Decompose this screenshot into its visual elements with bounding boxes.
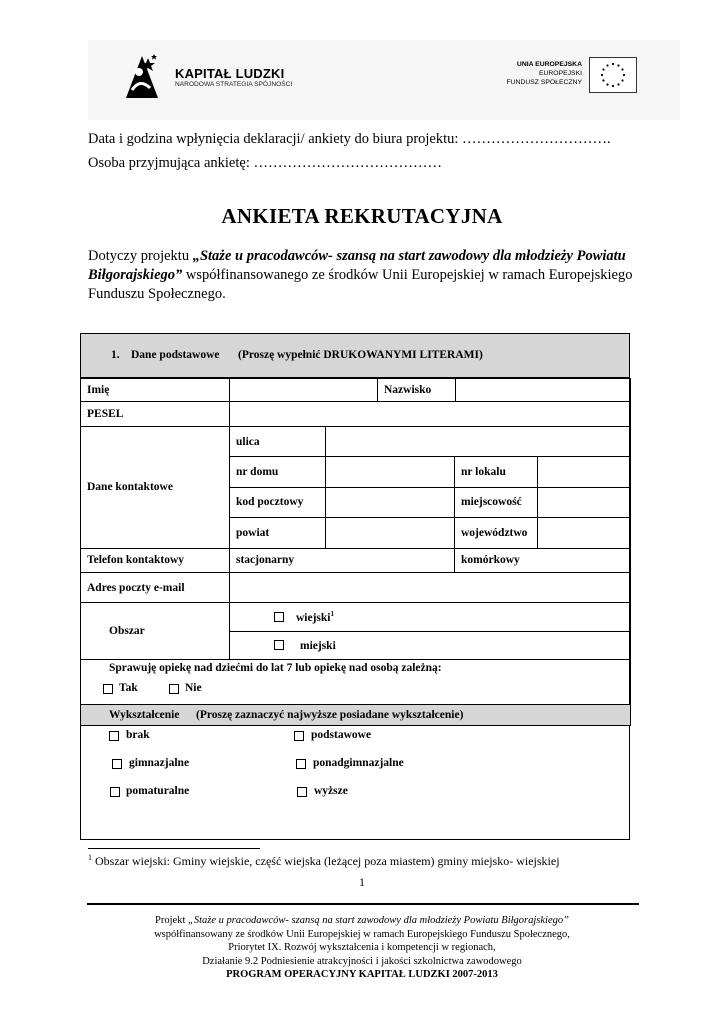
nazwisko-field[interactable] <box>455 378 631 402</box>
wiejski-footnote-ref: 1 <box>330 610 334 618</box>
project-description <box>88 247 648 304</box>
gimnazjalne-label: gimnazjalne <box>129 757 190 769</box>
logo-subtitle: NARODOWA STRATEGIA SPÓJNOŚCI <box>175 81 293 88</box>
logo-title: KAPITAŁ LUDZKI <box>175 66 285 81</box>
powiat-field[interactable] <box>325 517 455 549</box>
wyzsze-label: wyższe <box>314 785 348 797</box>
wyzsze-checkbox[interactable] <box>297 787 307 797</box>
komorkowy-label: komórkowy <box>461 554 520 566</box>
pomaturalne-checkbox[interactable] <box>110 787 120 797</box>
eu-label <box>470 60 582 87</box>
pomaturalne-label: pomaturalne <box>126 785 190 797</box>
footer-project-title: „Staże u pracodawców- szansą na start zawodowy dla młodzieży Powiatu Biłgorajskiego” <box>188 915 569 926</box>
ponadgimnazjalne-label: ponadgimnazjalne <box>313 757 404 769</box>
nr-lokalu-label: nr lokalu <box>461 466 506 478</box>
kapital-ludzki-logo-icon <box>122 52 162 102</box>
contact-label: Dane kontaktowe <box>87 481 173 493</box>
footer-line4: Działanie 9.2 Podniesienie atrakcyjności i jakości szkolnictwa zawodowego <box>202 955 522 967</box>
footer-line1 <box>0 914 724 928</box>
email-label: Adres poczty e-mail <box>87 582 185 594</box>
brak-label: brak <box>126 729 150 741</box>
footer-project-prefix: Projekt <box>155 915 189 926</box>
education-title: Wykształcenie <box>109 709 180 721</box>
miejski-label: miejski <box>300 640 336 652</box>
pesel-field[interactable] <box>229 401 631 427</box>
wiejski-row <box>229 602 631 632</box>
section1-note: (Proszę wypełnić DRUKOWANYMI LITERAMI) <box>238 349 483 361</box>
wiejski-text: wiejski <box>296 611 331 624</box>
ulica-field[interactable] <box>325 426 631 457</box>
footnote-separator <box>88 848 260 849</box>
eu-label-line3: FUNDUSZ SPOŁECZNY <box>506 79 582 86</box>
footer-line3: Priorytet IX. Rozwój wykształcenia i kompetencji w regionach, <box>228 942 496 953</box>
miejski-row <box>229 631 631 660</box>
footer-separator <box>87 903 639 905</box>
nie-checkbox[interactable] <box>169 684 179 694</box>
nazwisko-label: Nazwisko <box>384 384 432 396</box>
footnote-ref: 1 <box>88 853 92 862</box>
page-footer <box>0 914 724 982</box>
brak-checkbox[interactable] <box>109 731 119 741</box>
imie-label: Imię <box>87 384 110 396</box>
eu-flag-icon <box>589 57 637 93</box>
telefon-label: Telefon kontaktowy <box>87 554 185 566</box>
footnote-text: Obszar wiejski: Gminy wiejskie, część wiejska (leżącej poza miastem) gminy miejsko- wiejskiej <box>92 854 560 868</box>
eu-label-line2: EUROPEJSKI <box>538 70 582 77</box>
footer-line5: PROGRAM OPERACYJNY KAPITAŁ LUDZKI 2007-2013 <box>226 969 498 980</box>
opieka-question: Sprawuję opiekę nad dziećmi do lat 7 lub opiekę nad osobą zależną: <box>109 662 442 674</box>
receiving-person-line: Osoba przyjmująca ankietę: ………………………………… <box>88 155 442 171</box>
project-prefix: Dotyczy projektu <box>88 248 193 264</box>
email-field[interactable] <box>229 572 631 603</box>
nr-domu-field[interactable] <box>325 456 455 488</box>
tak-label: Tak <box>119 682 138 694</box>
nie-label: Nie <box>185 682 202 694</box>
education-note: (Proszę zaznaczyć najwyższe posiadane wykształcenie) <box>196 709 464 721</box>
footer-line2: współfinansowany ze środków Unii Europejskiej w ramach Europejskiego Funduszu Społecznego, <box>154 928 570 940</box>
wiejski-checkbox[interactable] <box>274 612 284 622</box>
nr-lokalu-field[interactable] <box>537 456 631 488</box>
wojewodztwo-label: województwo <box>461 527 528 539</box>
ponadgimnazjalne-checkbox[interactable] <box>296 759 306 769</box>
kod-pocztowy-field[interactable] <box>325 487 455 518</box>
ulica-label: ulica <box>236 436 260 448</box>
project-suffix: współfinansowanego ze środków Unii Europejskiej w ramach Europejskiego Funduszu Społecznego. <box>88 267 633 302</box>
miejski-checkbox[interactable] <box>274 640 284 650</box>
page-number: 1 <box>359 875 365 889</box>
nr-domu-label: nr domu <box>236 466 279 478</box>
obszar-label: Obszar <box>109 625 145 637</box>
eu-label-line1: UNIA EUROPEJSKA <box>516 61 582 68</box>
miejscowosc-field[interactable] <box>537 487 631 518</box>
section1-number: 1. <box>111 349 120 361</box>
podstawowe-label: podstawowe <box>311 729 372 741</box>
received-date-line: Data i godzina wpłynięcia deklaracji/ ankiety do biura projektu: …………………………. <box>88 131 611 147</box>
wiejski-label <box>296 610 334 624</box>
obszar-label-cell <box>80 602 230 660</box>
gimnazjalne-checkbox[interactable] <box>112 759 122 769</box>
powiat-label: powiat <box>236 527 270 539</box>
pesel-label: PESEL <box>87 408 124 420</box>
recruitment-form <box>80 333 630 840</box>
wojewodztwo-field[interactable] <box>537 517 631 549</box>
tak-checkbox[interactable] <box>103 684 113 694</box>
miejscowosc-label: miejscowość <box>461 496 522 508</box>
footnote <box>88 853 560 869</box>
project-name: „Staże u pracodawców- szansą na start zawodowy dla młodzieży Powiatu Biłgorajskiego” <box>88 248 626 283</box>
imie-field[interactable] <box>229 378 378 402</box>
section1-title: Dane podstawowe <box>131 349 220 361</box>
page-title: ANKIETA REKRUTACYJNA <box>221 204 503 228</box>
stacjonarny-label: stacjonarny <box>236 554 295 566</box>
kod-pocztowy-label: kod pocztowy <box>236 496 304 508</box>
podstawowe-checkbox[interactable] <box>294 731 304 741</box>
